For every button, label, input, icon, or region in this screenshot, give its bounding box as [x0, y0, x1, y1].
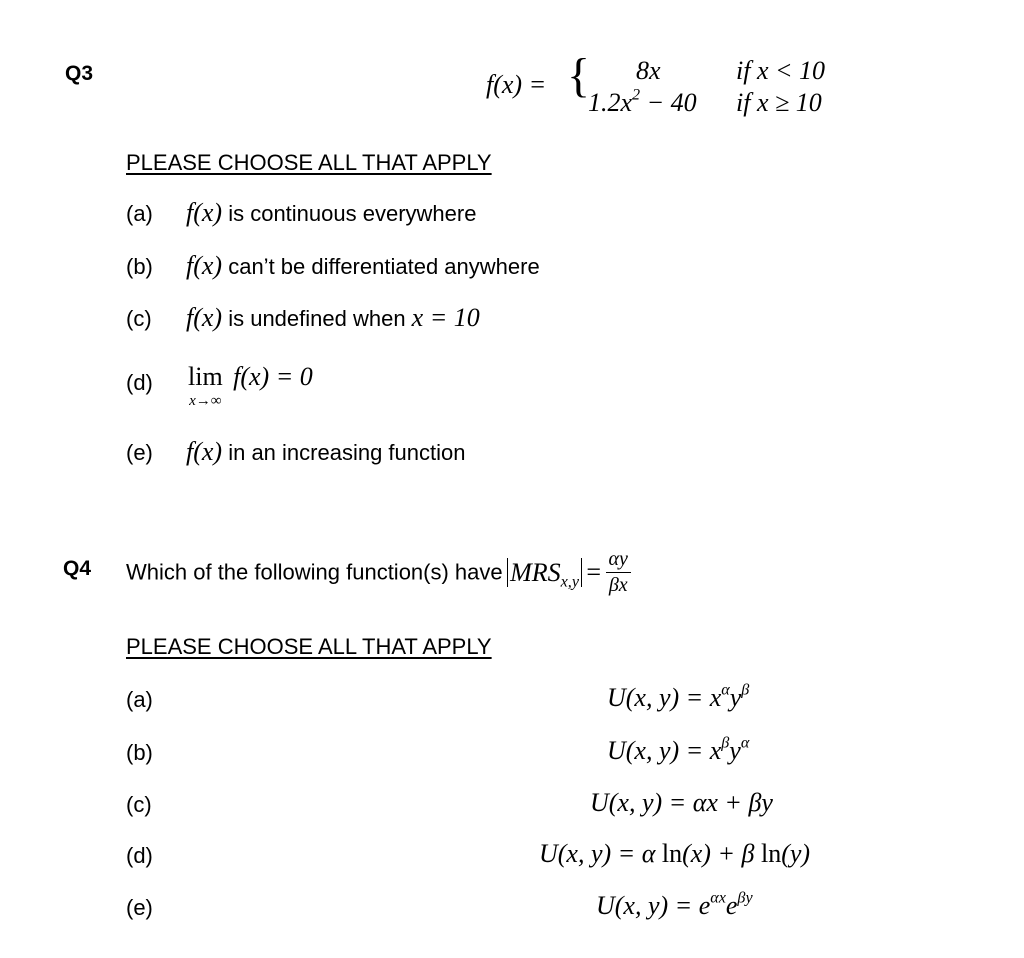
option-label: (b) [126, 740, 153, 765]
mrs-fraction: $\frac{\alpha y}{\beta x}$ [606, 548, 631, 597]
piece2-expression: $1.2x^2 - 40$ [588, 86, 697, 117]
utility-function: U(x, y) = α ln(x) + β ln(y) [539, 839, 811, 868]
piece1-condition: if x < 10 [736, 56, 826, 85]
utility-function: U(x, y) = αx + βy [590, 788, 773, 817]
limit-expression: lim x→∞ f(x) = 0 [188, 362, 313, 409]
option-label: (d) [126, 843, 153, 868]
utility-function: U(x, $y) = x^\beta y^\alpha$ [607, 734, 750, 765]
option-label: (c) [126, 306, 152, 331]
option-label: (e) [126, 440, 153, 465]
option-label: (e) [126, 895, 153, 920]
q3-instruction: PLEASE CHOOSE ALL THAT APPLY [126, 150, 492, 175]
mrs-absolute-value: $MRS_{x,y}$ [507, 558, 582, 587]
piece2-condition: if x ≥ 10 [736, 88, 822, 117]
q4-question: Which of the following function(s) have $MRS_{x,y}$ = $\frac{\alpha y}{\beta x}$ [126, 548, 631, 597]
utility-function: U(x, $y) = e^{\alpha x}e^{\beta y}$ [596, 889, 753, 920]
option-label: (a) [126, 687, 153, 712]
piece1-expression: 8x [636, 56, 661, 85]
q4-number: Q4 [63, 557, 92, 580]
option-label: (c) [126, 792, 152, 817]
utility-function: U(x, $y) = x^\alpha y^\beta$ [607, 681, 750, 712]
option-label: (a) [126, 201, 153, 226]
function-lhs: f(x) = [486, 70, 547, 99]
q3-number: Q3 [65, 62, 94, 85]
left-brace: { [567, 49, 591, 102]
option-label: (b) [126, 254, 153, 279]
option-label: (d) [126, 370, 153, 395]
q4-instruction: PLEASE CHOOSE ALL THAT APPLY [126, 634, 492, 659]
